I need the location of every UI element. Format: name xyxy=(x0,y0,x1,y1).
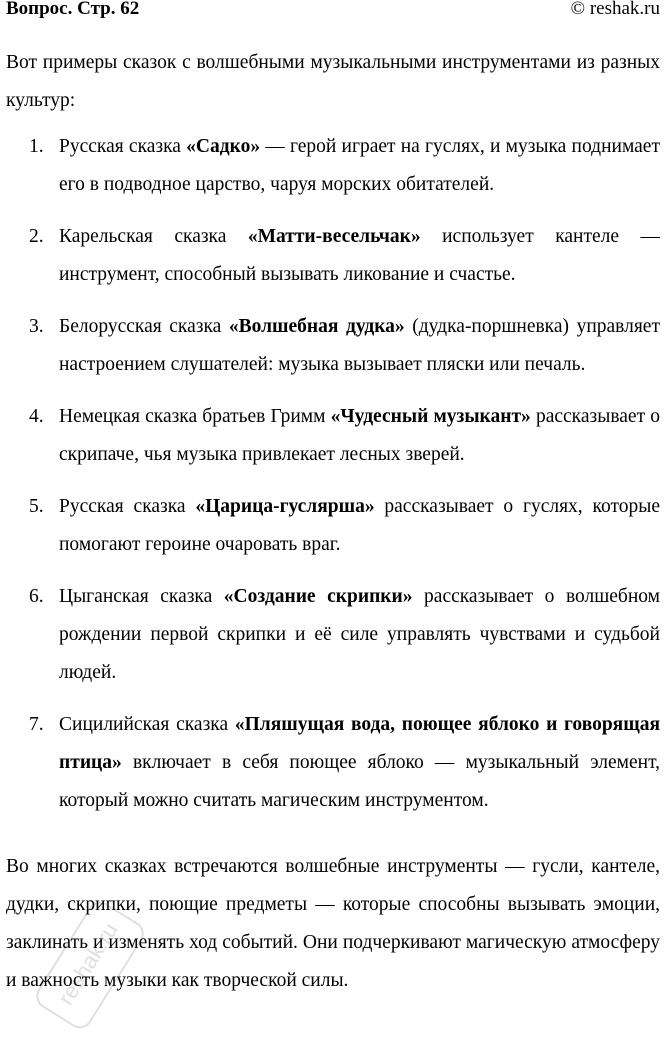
page-header xyxy=(0,0,666,24)
list-item xyxy=(0,218,666,294)
tale-title: «Чудесный музыкант» xyxy=(330,406,531,427)
list-item-description: рассказывает о волшебном рождении первой скрипки и её силе управлять чувствами и судьбой людей. xyxy=(59,586,660,683)
tale-title: «Создание скрипки» xyxy=(223,586,413,607)
list-item-text: Русская сказка xyxy=(59,136,187,157)
list-item-description: включает в себя поющее яблоко — музыкальный элемент, который можно считать магическим инструментом. xyxy=(59,752,660,811)
list-item-text: Сицилийская сказка xyxy=(59,714,235,735)
list-item-text: Цыганская сказка xyxy=(59,586,224,607)
list-item xyxy=(0,308,666,384)
list-item-description: (дудка-поршневка) управляет настроением слушателей: музыка вызывает пляски или печаль. xyxy=(59,316,660,375)
conclusion-paragraph: Во многих сказках встречаются волшебные инструменты — гусли, кантеле, дудки, скрипки, поющие предметы — которые способны вызывать эмоции, заклинать и изменять ход событий. Они подчеркивают магическую атмосферу и важность музыки как творческой силы. xyxy=(6,856,660,991)
list-item-number: 6. xyxy=(29,586,44,607)
question-title: Вопрос. Стр. 62 xyxy=(6,0,140,19)
list-item-text: Немецкая сказка братьев Гримм xyxy=(59,406,331,427)
intro-paragraph: Вот примеры сказок с волшебными музыкальными инструментами из разных культур: xyxy=(6,52,660,111)
list-item-description: использует кантеле — инструмент, способный вызывать ликование и счастье. xyxy=(59,226,660,285)
tale-title: «Матти-весельчак» xyxy=(247,226,421,247)
list-item-number: 7. xyxy=(29,714,44,735)
source-credit: © reshak.ru xyxy=(570,0,660,19)
list-item xyxy=(0,706,666,820)
tale-title: «Царица-гуслярша» xyxy=(195,496,375,517)
list-item-number: 2. xyxy=(29,226,44,247)
list-item xyxy=(0,488,666,564)
list-item-description: рассказывает о гуслях, которые помогают героине очаровать враг. xyxy=(59,496,660,555)
list-item xyxy=(0,578,666,692)
list-item-number: 4. xyxy=(29,406,44,427)
list-item-description: — герой играет на гуслях, и музыка поднимает его в подводное царство, чаруя морских обитателей. xyxy=(59,136,660,195)
tale-title: «Волшебная дудка» xyxy=(228,316,405,337)
tale-title: «Пляшущая вода, поющее яблоко и говорящая птица» xyxy=(59,714,660,773)
list-item-number: 5. xyxy=(29,496,44,517)
watermark-text: reshak.ru xyxy=(52,918,123,1010)
list-item xyxy=(0,398,666,474)
list-item-text: Карельская сказка xyxy=(59,226,248,247)
list-item xyxy=(0,128,666,204)
list-item-text: Русская сказка xyxy=(59,496,196,517)
list-item-number: 1. xyxy=(29,136,44,157)
list-item-number: 3. xyxy=(29,316,44,337)
list-item-text: Белорусская сказка xyxy=(59,316,229,337)
tales-list xyxy=(0,128,666,834)
tale-title: «Садко» xyxy=(186,136,261,157)
list-item-description: рассказывает о скрипаче, чья музыка привлекает лесных зверей. xyxy=(59,406,660,465)
